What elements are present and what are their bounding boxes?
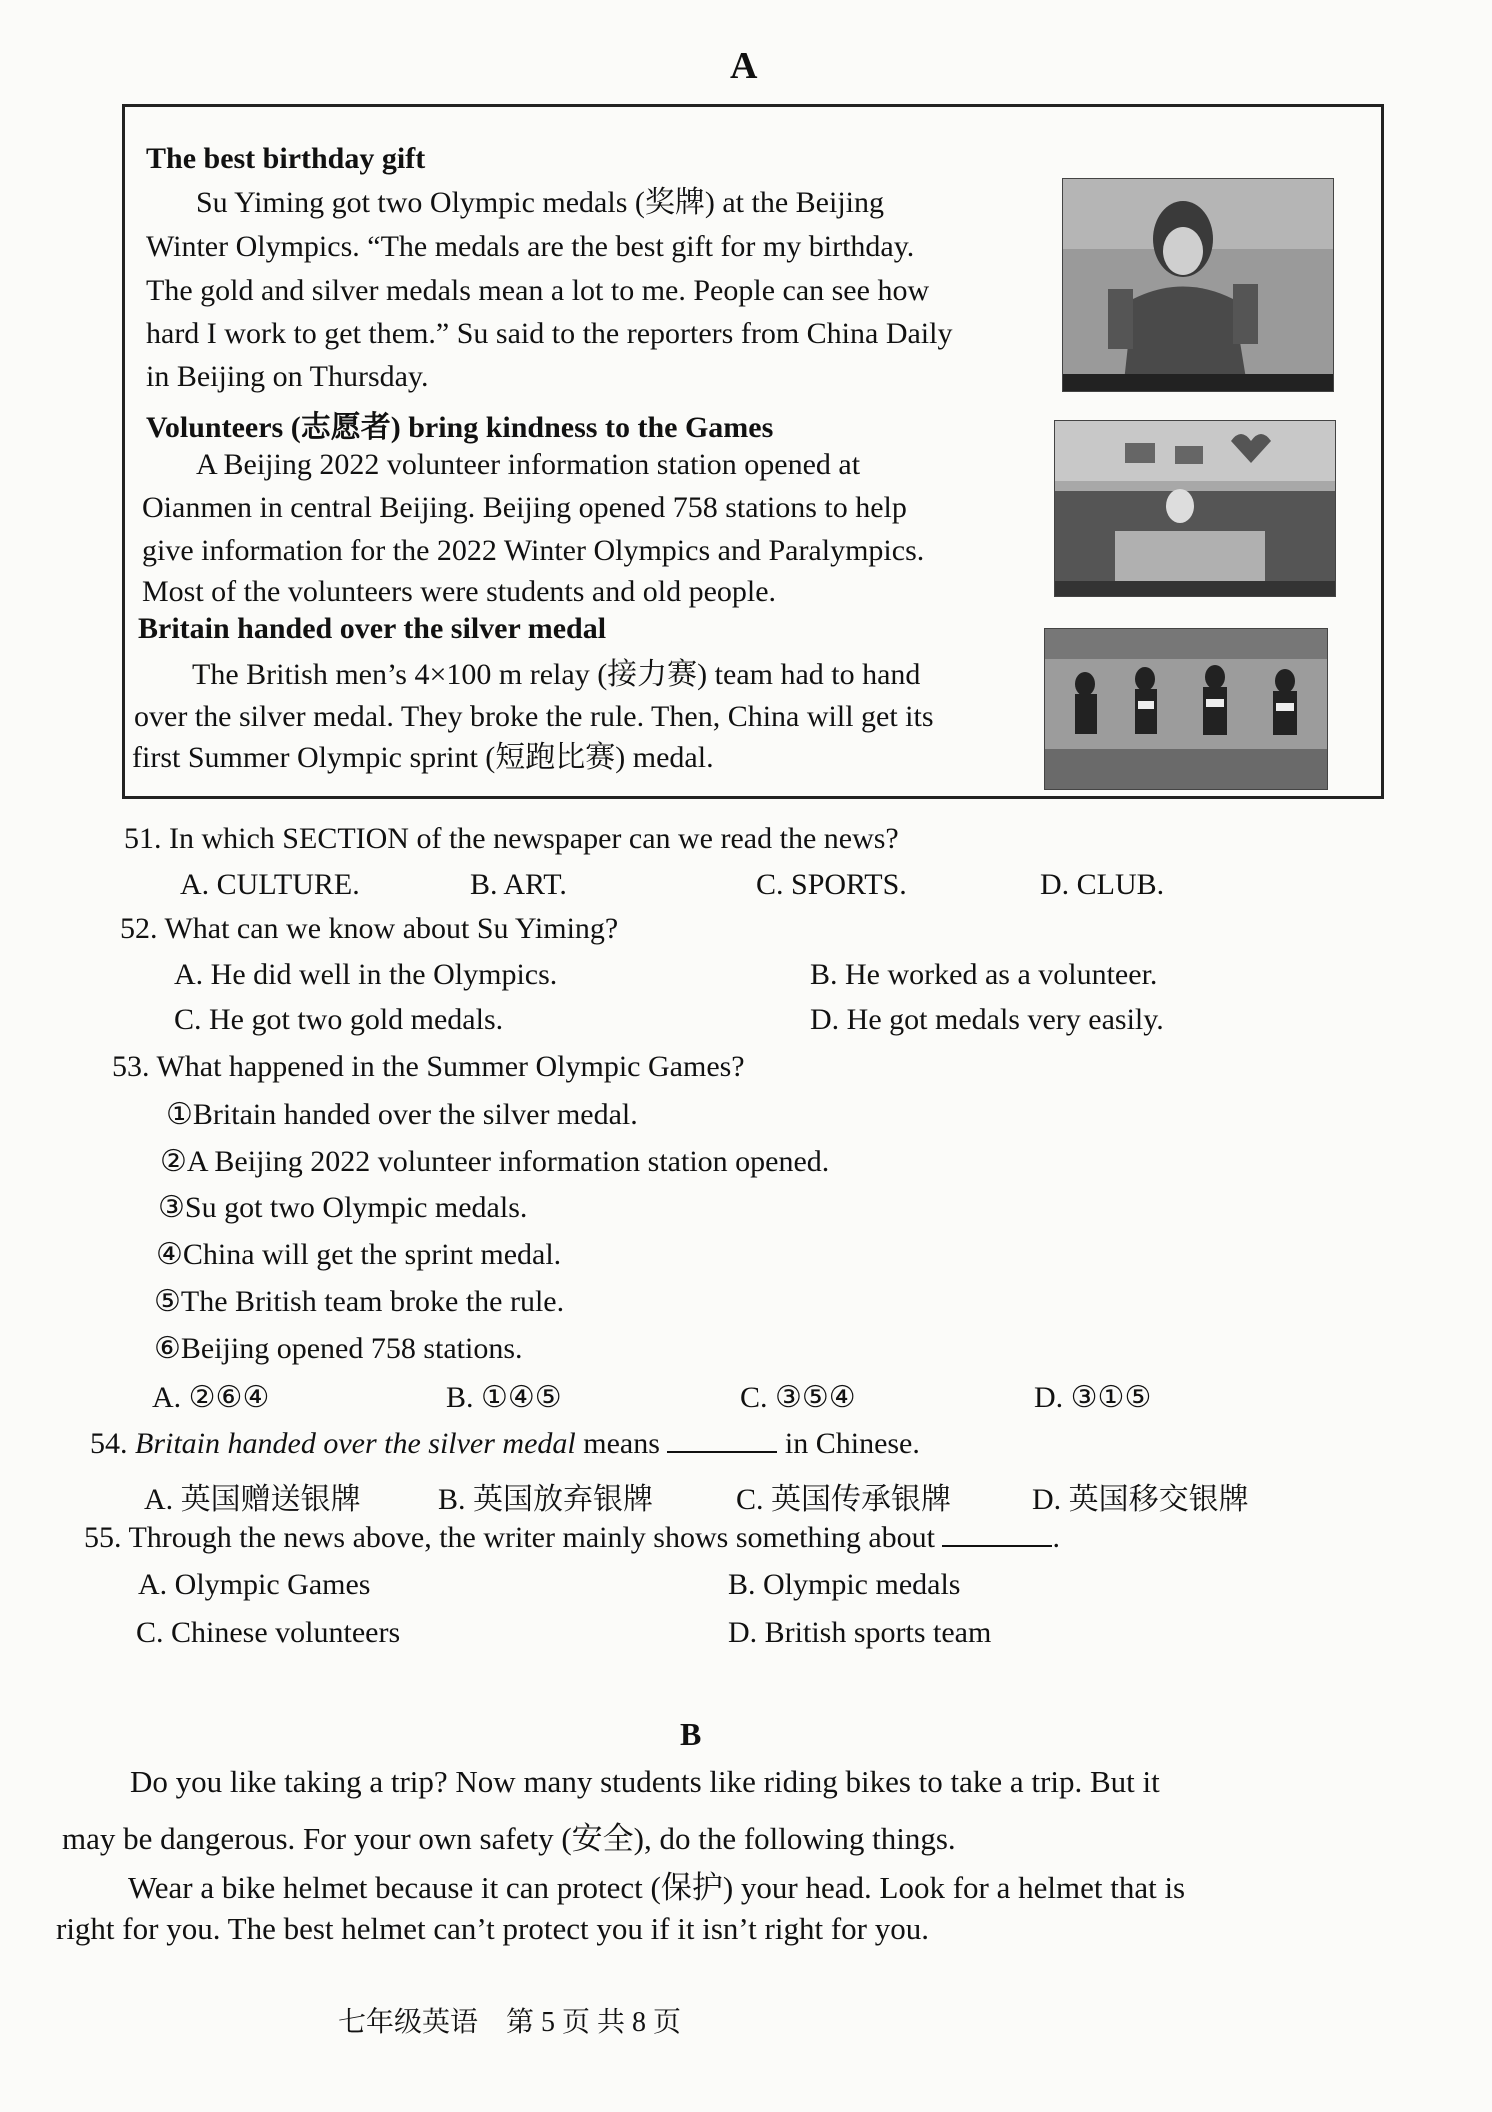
q53-option-b[interactable]: B. ①④⑤ — [446, 1381, 562, 1414]
q53-option-a[interactable]: A. ②⑥④ — [152, 1381, 270, 1414]
q55-option-a[interactable]: A. Olympic Games — [138, 1568, 371, 1601]
q52-option-b[interactable]: B. He worked as a volunteer. — [810, 958, 1158, 991]
headline-britain: Britain handed over the silver medal — [138, 612, 607, 645]
article-line: A Beijing 2022 volunteer information station opened at — [196, 448, 861, 481]
article-line: Winter Olympics. “The medals are the best gift for my birthday. — [146, 230, 915, 263]
question-54-stem — [90, 1427, 920, 1461]
section-b-line: right for you. The best helmet can’t protect you if it isn’t right for you. — [56, 1911, 929, 1946]
q51-option-b[interactable]: B. ART. — [470, 868, 567, 901]
q51-option-a[interactable]: A. CULTURE. — [180, 868, 360, 901]
question-53-stem: 53. What happened in the Summer Olympic Games? — [112, 1050, 745, 1083]
volunteer-station-photo — [1054, 420, 1336, 597]
q55-option-d[interactable]: D. British sports team — [728, 1616, 992, 1649]
q55-blank[interactable] — [942, 1521, 1052, 1547]
q53-option-c[interactable]: C. ③⑤④ — [740, 1381, 856, 1414]
q53-item-5: ⑤The British team broke the rule. — [154, 1285, 565, 1318]
q54-option-d[interactable]: D. 英国移交银牌 — [1032, 1483, 1249, 1516]
article-line: Most of the volunteers were students and old people. — [142, 575, 777, 608]
q53-item-2: ②A Beijing 2022 volunteer information station opened. — [160, 1145, 830, 1178]
article-line: give information for the 2022 Winter Olympics and Paralympics. — [142, 534, 925, 567]
section-b-line: Do you like taking a trip? Now many students like riding bikes to take a trip. But it — [130, 1764, 1160, 1799]
q54-number: 54. — [90, 1427, 128, 1460]
q54-option-c[interactable]: C. 英国传承银牌 — [736, 1483, 952, 1516]
q54-option-a[interactable]: A. 英国赠送银牌 — [144, 1483, 361, 1516]
q52-option-c[interactable]: C. He got two gold medals. — [174, 1003, 504, 1036]
q53-item-6: ⑥Beijing opened 758 stations. — [154, 1332, 523, 1365]
article-line: hard I work to get them.” Su said to the reporters from China Daily — [146, 317, 953, 350]
article-line: first Summer Olympic sprint (短跑比赛) medal. — [132, 741, 714, 774]
article-line: in Beijing on Thursday. — [146, 360, 429, 393]
q53-option-d[interactable]: D. ③①⑤ — [1034, 1381, 1152, 1414]
article-line: Su Yiming got two Olympic medals (奖牌) at the Beijing — [196, 186, 884, 219]
su-yiming-photo — [1062, 178, 1334, 392]
q55-option-c[interactable]: C. Chinese volunteers — [136, 1616, 401, 1649]
question-52-stem: 52. What can we know about Su Yiming? — [120, 912, 619, 945]
article-line: The British men’s 4×100 m relay (接力赛) team had to hand — [192, 658, 921, 691]
q55-text: 55. Through the news above, the writer mainly shows something about — [84, 1521, 935, 1554]
q53-item-4: ④China will get the sprint medal. — [156, 1238, 562, 1271]
headline-birthday-gift: The best birthday gift — [146, 142, 426, 175]
section-b-line: may be dangerous. For your own safety (安全), do the following things. — [62, 1821, 956, 1856]
q52-option-d[interactable]: D. He got medals very easily. — [810, 1003, 1164, 1036]
q52-option-a[interactable]: A. He did well in the Olympics. — [174, 958, 558, 991]
relay-race-photo — [1044, 628, 1328, 790]
q51-option-d[interactable]: D. CLUB. — [1040, 868, 1165, 901]
section-a-title: A — [730, 45, 758, 87]
q53-item-1: ①Britain handed over the silver medal. — [166, 1098, 638, 1131]
section-b-line: Wear a bike helmet because it can protect (保护) your head. Look for a helmet that is — [128, 1870, 1186, 1905]
q54-italic-phrase: Britain handed over the silver medal — [135, 1427, 576, 1460]
question-55-stem — [84, 1521, 1060, 1555]
q54-end: in Chinese. — [784, 1427, 920, 1460]
q55-option-b[interactable]: B. Olympic medals — [728, 1568, 961, 1601]
q55-end: . — [1052, 1521, 1060, 1554]
question-51-stem: 51. In which SECTION of the newspaper can we read the news? — [124, 822, 899, 855]
article-line: over the silver medal. They broke the rule. Then, China will get its — [134, 700, 934, 733]
page-footer: 七年级英语 第 5 页 共 8 页 — [338, 2007, 682, 2038]
q54-blank[interactable] — [667, 1427, 777, 1453]
section-b-title: B — [680, 1716, 702, 1752]
headline-volunteers: Volunteers (志愿者) bring kindness to the Games — [146, 411, 774, 444]
q51-option-c[interactable]: C. SPORTS. — [756, 868, 907, 901]
article-line: Oianmen in central Beijing. Beijing opened 758 stations to help — [142, 491, 907, 524]
q54-option-b[interactable]: B. 英国放弃银牌 — [438, 1483, 654, 1516]
article-line: The gold and silver medals mean a lot to me. People can see how — [146, 274, 930, 307]
q53-item-3: ③Su got two Olympic medals. — [158, 1191, 528, 1224]
q54-mid: means — [583, 1427, 660, 1460]
